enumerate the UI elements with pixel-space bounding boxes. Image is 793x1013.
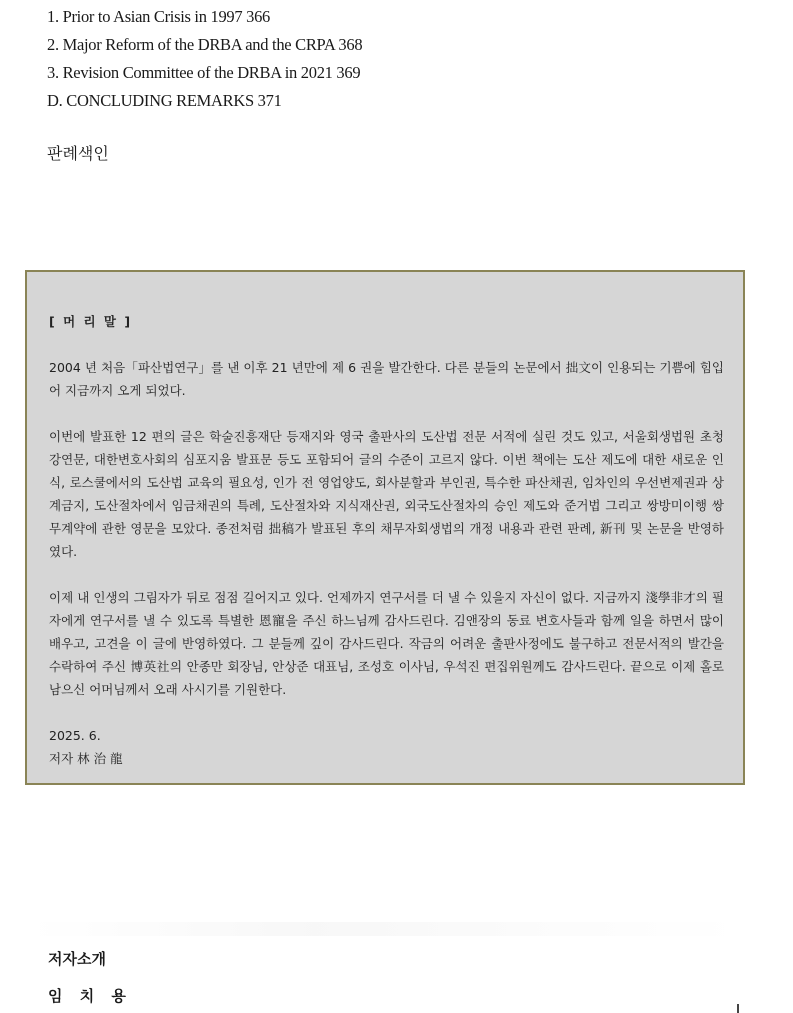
table-of-contents: [47, 3, 362, 115]
edge-mark: [737, 1004, 739, 1013]
author-name: 임 치 용: [48, 987, 132, 1005]
preface-title: [ 머 리 말 ]: [49, 314, 133, 329]
author-introduction: [30, 922, 740, 1013]
toc-entry[interactable]: D. CONCLUDING REMARKS 371: [47, 91, 282, 110]
preface-paragraph: 이번에 발표한 12 편의 글은 학술진흥재단 등재지와 영국 출판사의 도산법 전문 서적에 실린 것도 있고, 서울회생법원 초청강연문, 대한변호사회의 심포지움 발표문 등도 포함되어 글의 수준이 고르지 않다. 이번 책에는 도산 제도에 대한 새로운 인식, 로스쿨에서의 도산법 교육의 필요성, 인가 전 영업양도, 회사분할과 부인권, 특수한 파산채권, 임차인의 우선변제권과 상계금지, 도산절차에서 임금채권의 특례, 도산절차와 지식재산권, 외국도산절차의 승인 제도와 준거법 그리고 쌍방미이행 쌍무계약에 관한 영문을 모았다. 종전처럼 拙稿가 발표된 후의 채무자회생법의 개정 내용과 관련 판례, 新刊 및 논문을 반영하였다.: [49, 429, 724, 559]
scan-artifact: [30, 922, 740, 936]
preface-box: [25, 270, 745, 785]
preface-content: [49, 310, 724, 770]
preface-paragraph: 2004 년 처음「파산법연구」를 낸 이후 21 년만에 제 6 권을 발간한다. 다른 분들의 논문에서 拙文이 인용되는 기쁨에 힘입어 지금까지 오게 되었다.: [49, 360, 724, 398]
toc-entry[interactable]: 3. Revision Committee of the DRBA in 2021 369: [47, 63, 361, 82]
toc-entry[interactable]: 2. Major Reform of the DRBA and the CRPA 368: [47, 35, 363, 54]
toc-entry[interactable]: 1. Prior to Asian Crisis in 1997 366: [47, 7, 270, 26]
preface-date: 2025. 6.: [49, 728, 101, 743]
preface-paragraph: 이제 내 인생의 그림자가 뒤로 점점 길어지고 있다. 언제까지 연구서를 더 낼 수 있을지 자신이 없다. 지금까지 淺學非才의 필자에게 연구서를 낼 수 있도록 특별한 恩寵을 주신 하느님께 감사드린다. 김앤장의 동료 변호사들과 함께 일을 하면서 많이 배우고, 고견을 이 글에 반영하였다. 그 분들께 깊이 감사드린다. 작금의 어려운 출판사정에도 불구하고 전문서적의 발간을 수락하여 주신 博英社의 안종만 회장님, 안상준 대표님, 조성호 이사님, 우석진 편집위원께도 감사드린다. 끝으로 이제 홀로 남으신 어머님께서 오래 사시기를 기원한다.: [49, 590, 724, 697]
preface-author: 저자 林 治 龍: [49, 751, 123, 766]
case-index-heading[interactable]: 판례색인: [47, 144, 109, 163]
author-intro-heading: 저자소개: [48, 950, 106, 968]
